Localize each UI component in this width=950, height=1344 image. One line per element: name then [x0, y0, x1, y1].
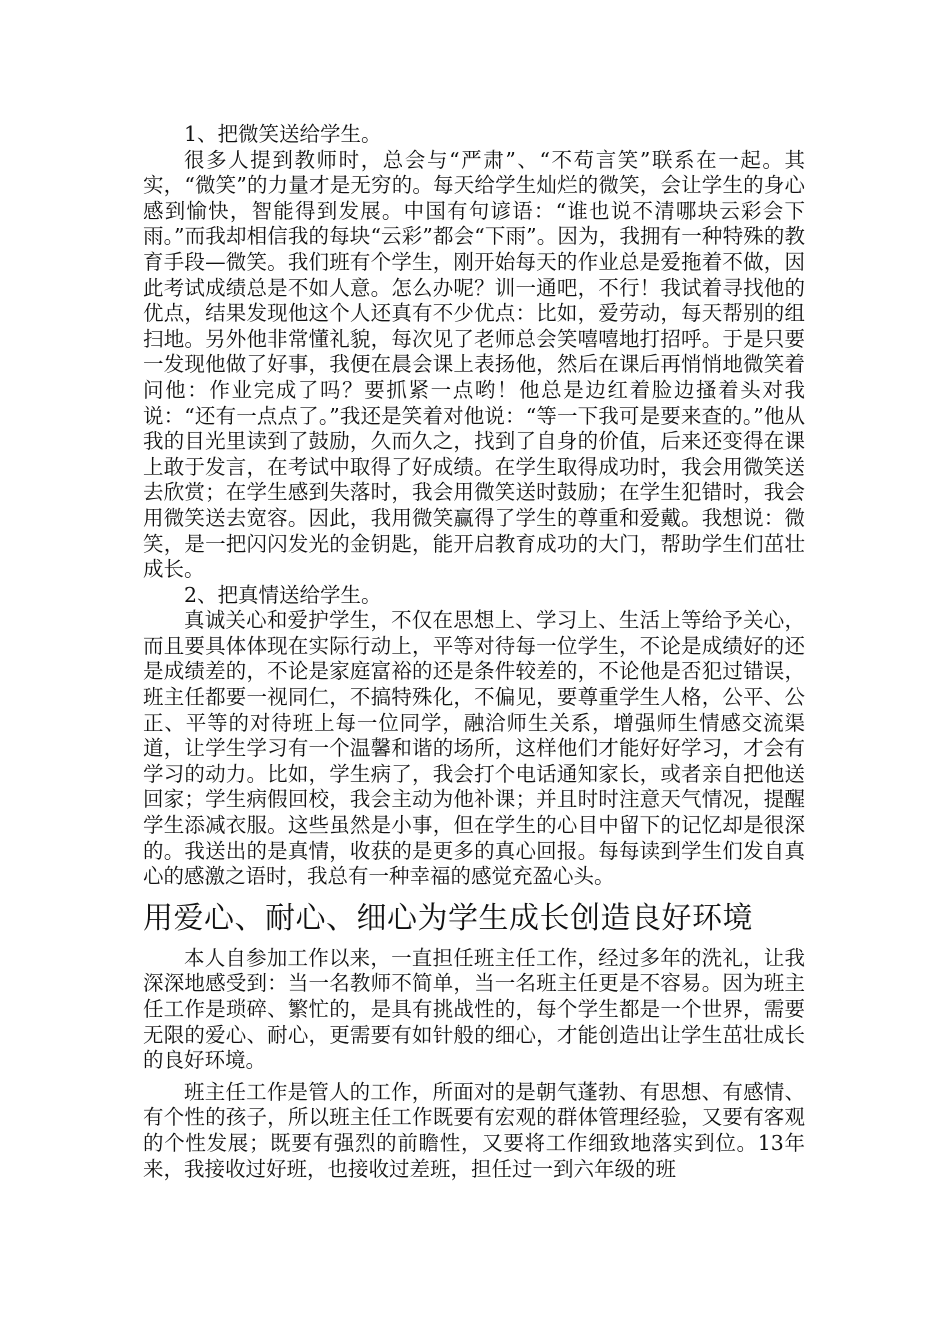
article-title: 用爱心、耐心、细心为学生成长创造良好环境	[143, 900, 753, 936]
article-paragraph-2: 班主任工作是管人的工作，所面对的是朝气蓬勃、有思想、有感情、有个性的孩子，所以班主任工作既要有宏观的群体管理经验，又要有客观的个性发展；既要有强烈的前瞻性，又要将工作细致地落实到位。13年来，我接收过好班，也接收过差班，担任过一到六年级的班	[143, 1079, 805, 1181]
section2-body: 真诚关心和爱护学生，不仅在思想上、学习上、生活上等给予关心，而且要具体体现在实际行动上，平等对待每一位学生，不论是成绩好的还是成绩差的，不论是家庭富裕的还是条件较差的，不论他是否犯过错误，班主任都要一视同仁，不搞特殊化，不偏见，要尊重学生人格，公平、公正、平等的对待班上每一位同学，融洽师生关系，增强师生情感交流渠道，让学生学习有一个温馨和谐的场所，这样他们才能好好学习，才会有学习的动力。比如，学生病了，我会打个电话通知家长，或者亲自把他送回家；学生病假回校，我会主动为他补课；并且时时注意天气情况，提醒学生添减衣服。这些虽然是小事，但在学生的心目中留下的记忆却是很深的。我送出的是真情，收获的是更多的真心回报。每每读到学生们发自真心的感激之语时，我总有一种幸福的感觉充盈心头。	[143, 608, 805, 889]
document-page	[143, 122, 805, 1182]
section2-heading: 2、把真情送给学生。	[184, 582, 382, 607]
section1-body: 很多人提到教师时，总会与“严肃”、“不苟言笑”联系在一起。其实，“微笑”的力量才是无穷的。每天给学生灿烂的微笑，会让学生的身心感到愉快，智能得到发展。中国有句谚语：“谁也说不清哪块云彩会下雨。”而我却相信我的每块“云彩”都会“下雨”。因为，我拥有一种特殊的教育手段—微笑。我们班有个学生，刚开始每天的作业总是爱拖着不做，因此考试成绩总是不如人意。怎么办呢？训一通吧，不行！我试着寻找他的优点，结果发现他这个人还真有不少优点：比如，爱劳动，每天帮别的组扫地。另外他非常懂礼貌，每次见了老师总会笑嘻嘻地打招呼。于是只要一发现他做了好事，我便在晨会课上表扬他，然后在课后再悄悄地微笑着问他：作业完成了吗？要抓紧一点哟！他总是边红着脸边搔着头对我说：“还有一点点了。”我还是笑着对他说：“等一下我可是要来查的。”他从我的目光里读到了鼓励，久而久之，找到了自身的价值，后来还变得在课上敢于发言，在考试中取得了好成绩。在学生取得成功时，我会用微笑送去欣赏；在学生感到失落时，我会用微笑送时鼓励；在学生犯错时，我会用微笑送去宽容。因此，我用微笑赢得了学生的尊重和爱戴。我想说：微笑，是一把闪闪发光的金钥匙，能开启教育成功的大门，帮助学生们茁壮成长。	[143, 147, 805, 582]
article-paragraph-1: 本人自参加工作以来，一直担任班主任工作，经过多年的洗礼，让我深深地感受到：当一名教师不简单，当一名班主任更是不容易。因为班主任工作是琐碎、繁忙的，是具有挑战性的，每个学生都是一个世界，需要无限的爱心、耐心，更需要有如针般的细心，才能创造出让学生茁壮成长的良好环境。	[143, 945, 805, 1073]
section1-heading: 1、把微笑送给学生。	[184, 122, 382, 146]
